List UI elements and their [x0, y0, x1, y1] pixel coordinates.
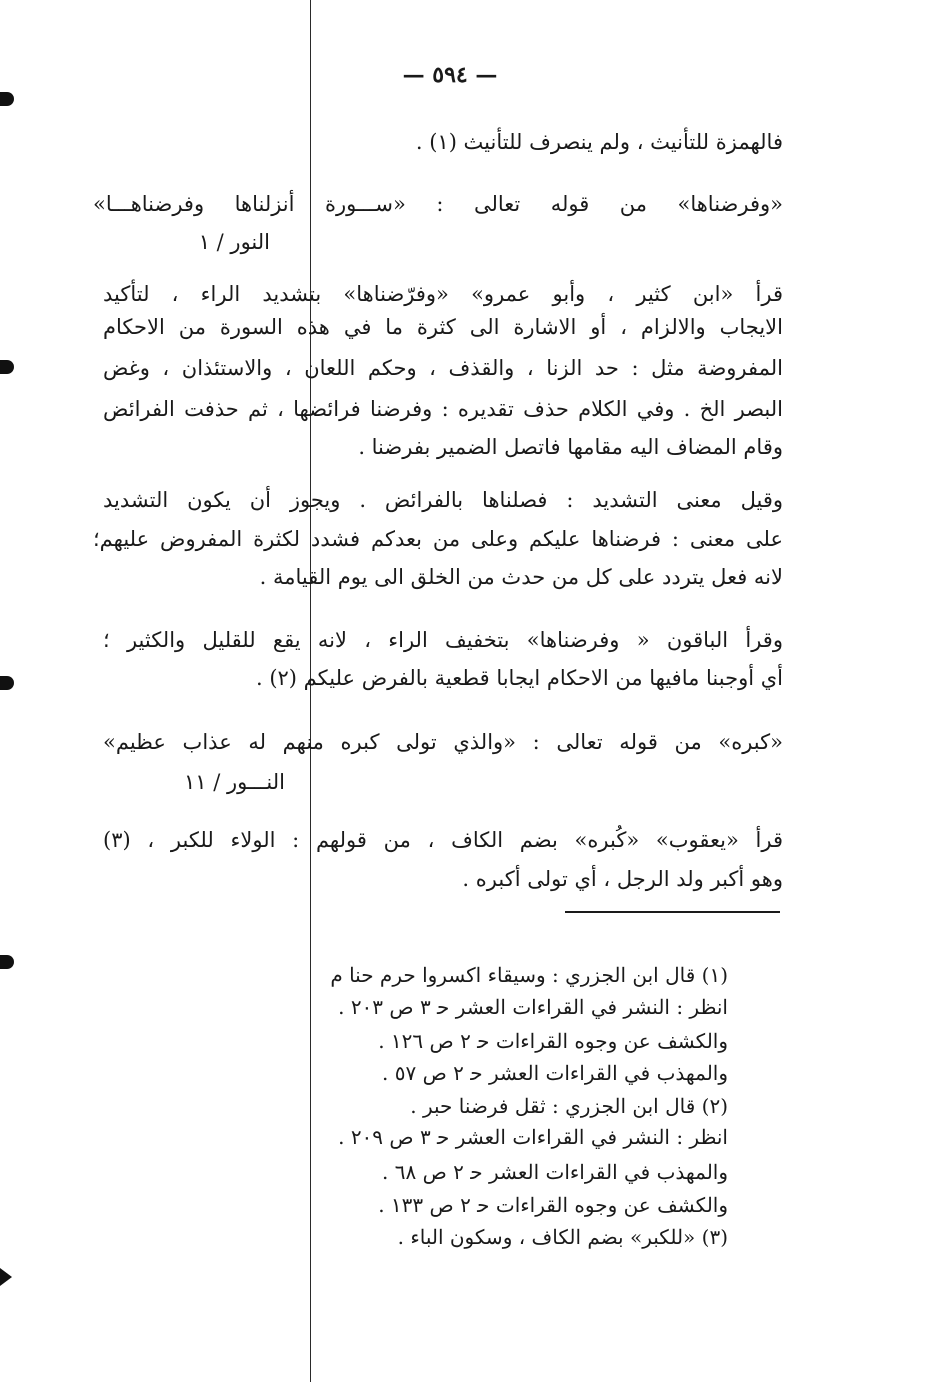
text-line: وهو أكبر ولد الرجل ، أي تولى أكبره .: [462, 867, 783, 891]
margin-mark: [0, 955, 14, 969]
text-line: لانه فعل يتردد على كل من حدث من الخلق الى يوم القيامة .: [259, 565, 783, 589]
text-line: وقيل معنى التشديد : فصلناها بالفرائض . ويجوز أن يكون التشديد: [103, 488, 783, 512]
text-line: الايجاب والالزام ، أو الاشارة الى كثرة ما في هذه السورة من الاحكام: [103, 315, 783, 339]
text-line: قرأ «ابن كثير ، وأبو عمرو» «وفرّضناها» بتشديد الراء ، لتأكيد: [103, 282, 783, 306]
text-line: البصر الخ . وفي الكلام حذف تقديره : وفرضنا فرائضها ، ثم حذفت الفرائض: [103, 397, 783, 421]
text-line: فالهمزة للتأنيث ، ولم ينصرف للتأنيث (١) .: [415, 130, 783, 154]
text-line: قرأ «يعقوب» «كُبره» بضم الكاف ، من قولهم : الولاء للكبر ، (٣): [103, 828, 783, 852]
margin-mark: [0, 676, 14, 690]
verse-reference: النـــور / ١١: [183, 770, 285, 794]
text-line: أي أوجبنا مافيها من الاحكام ايجابا قطعية بالفرض عليكم (٢) .: [255, 666, 783, 690]
footnote-line: (١) قال ابن الجزري : وسيقاء اكسروا حرم حنا م: [330, 963, 728, 987]
footnote-separator: [565, 911, 780, 913]
footnote-line: والمهذب في القراءات العشر ﺣ ٢ ص ٦٨ .: [382, 1160, 728, 1184]
footnote-line: (٣) «للكبر» بضم الكاف ، وسكون الباء .: [397, 1225, 728, 1249]
page-number: — ٥٩٤ —: [402, 62, 498, 88]
margin-mark: [0, 360, 14, 374]
text-line: على معنى : فرضناها عليكم وعلى من بعدكم فشدد لكثرة المفروض عليهم؛: [93, 527, 783, 551]
text-line: وقرأ الباقون « وفرضناها» بتخفيف الراء ، لانه يقع للقليل والكثير ؛: [103, 628, 783, 652]
footnote-line: (٢) قال ابن الجزري : ثقل فرضنا حبر .: [410, 1094, 728, 1118]
verse-reference: النور / ١: [198, 230, 270, 254]
margin-mark: [0, 92, 14, 106]
margin-arrow: [0, 1268, 12, 1286]
footnote-line: انظر : النشر في القراءات العشر ﺣ ٣ ص ٢٠٣ .: [338, 995, 728, 1019]
footnote-line: والمهذب في القراءات العشر ﺣ ٢ ص ٥٧ .: [382, 1061, 728, 1085]
verse-heading: «كبره» من قوله تعالى : «والذي تولى كبره منهم له عذاب عظيم»: [103, 730, 783, 754]
verse-heading: «وفرضناها» من قوله تعالى : «ســـورة أنزلناها وفرضناهـــا»: [93, 192, 783, 216]
footnote-line: والكشف عن وجوه القراءات ﺣ ٢ ص ١٣٣ .: [378, 1193, 728, 1217]
footnote-line: والكشف عن وجوه القراءات ﺣ ٢ ص ١٢٦ .: [378, 1029, 728, 1053]
footnote-line: انظر : النشر في القراءات العشر ﺣ ٣ ص ٢٠٩ .: [338, 1125, 728, 1149]
text-line: المفروضة مثل : حد الزنا ، والقذف ، وحكم اللعان ، والاستئذان ، وغض: [103, 356, 783, 380]
text-line: وقام المضاف اليه مقامها فاتصل الضمير بفرضنا .: [358, 435, 783, 459]
